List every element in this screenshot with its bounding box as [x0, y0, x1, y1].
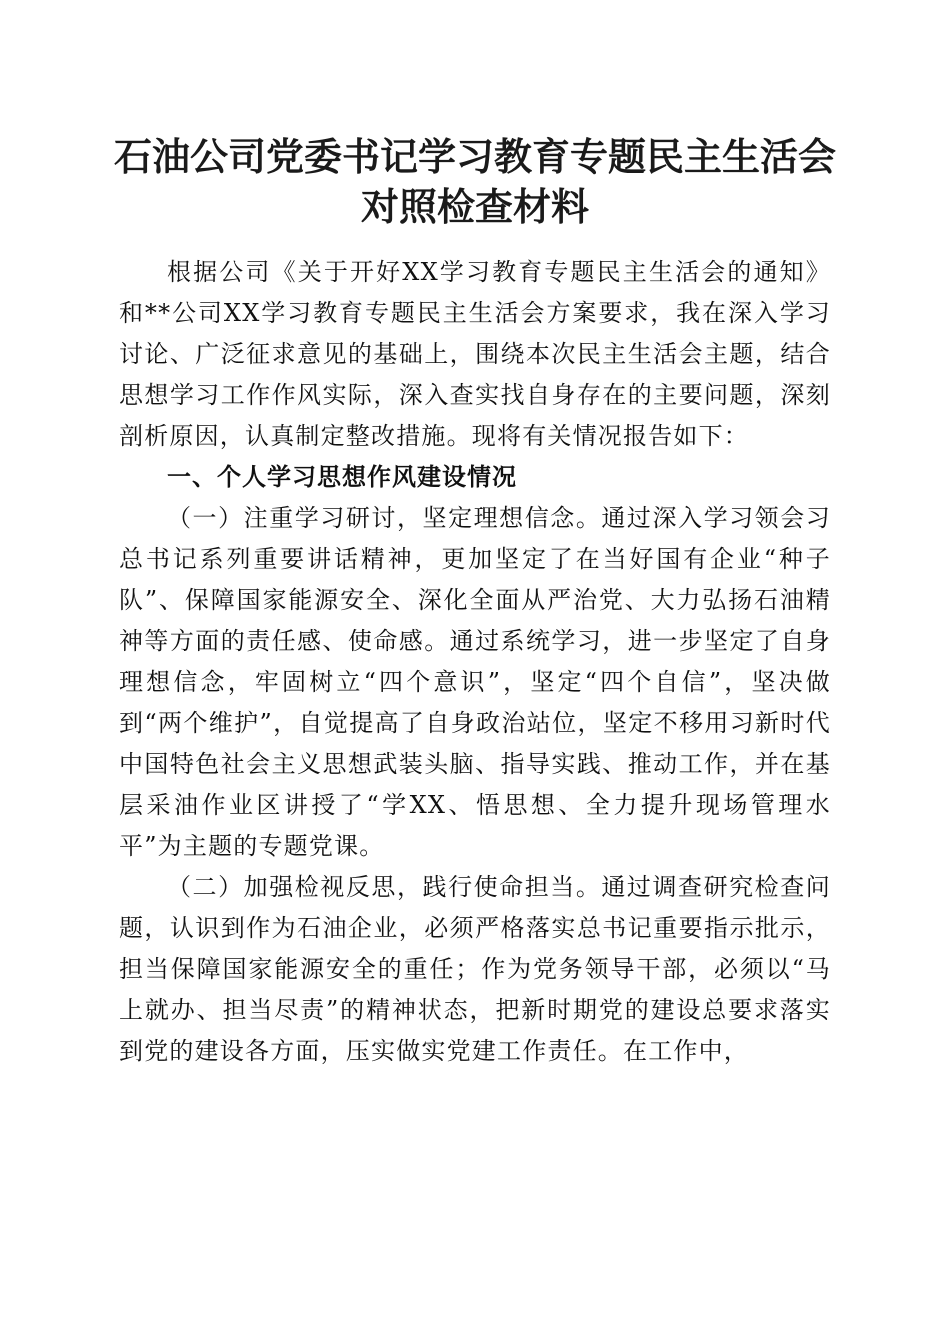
subsection-1-paragraph — [119, 498, 831, 867]
subsection-1-lead: （一）注重学习研讨，坚定理想信念。 — [167, 504, 602, 532]
intro-paragraph: 根据公司《关于开好XX学习教育专题民主生活会的通知》和**公司XX学习教育专题民主生活会方案要求，我在深入学习讨论、广泛征求意见的基础上，围绕本次民主生活会主题，结合思想学习工作作风实际，深入查实找自身存在的主要问题，深刻剖析原因，认真制定整改措施。现将有关情况报告如下： — [119, 258, 831, 450]
document-title: 石油公司党委书记学习教育专题民主生活会对照检查材料 — [113, 134, 836, 229]
subsection-2-lead: （二）加强检视反思，践行使命担当。 — [167, 873, 602, 901]
subsection-2-paragraph — [119, 867, 831, 1072]
document-body — [119, 252, 831, 1072]
subsection-1-body: 通过深入学习领会习总书记系列重要讲话精神，更加坚定了在当好国有企业“种子队”、保障国家能源安全、深化全面从严治党、大力弘扬石油精神等方面的责任感、使命感。通过系统学习，进一步坚定了自身理想信念，牢固树立“四个意识”，坚定“四个自信”，坚决做到“两个维护”，自觉提高了自身政治站位，坚定不移用习新时代中国特色社会主义思想武装头脑、指导实践、推动工作，并在基层采油作业区讲授了“学XX、悟思想、全力提升现场管理水平”为主题的专题党课。 — [119, 504, 831, 860]
section-heading: 一、个人学习思想作风建设情况 — [167, 463, 517, 491]
subsection-2-body: 通过调查研究检查问题，认识到作为石油企业，必须严格落实总书记重要指示批示，担当保障国家能源安全的重任；作为党务领导干部，必须以“马上就办、担当尽责”的精神状态，把新时期党的建设总要求落实到党的建设各方面，压实做实党建工作责任。在工作中， — [119, 873, 831, 1065]
